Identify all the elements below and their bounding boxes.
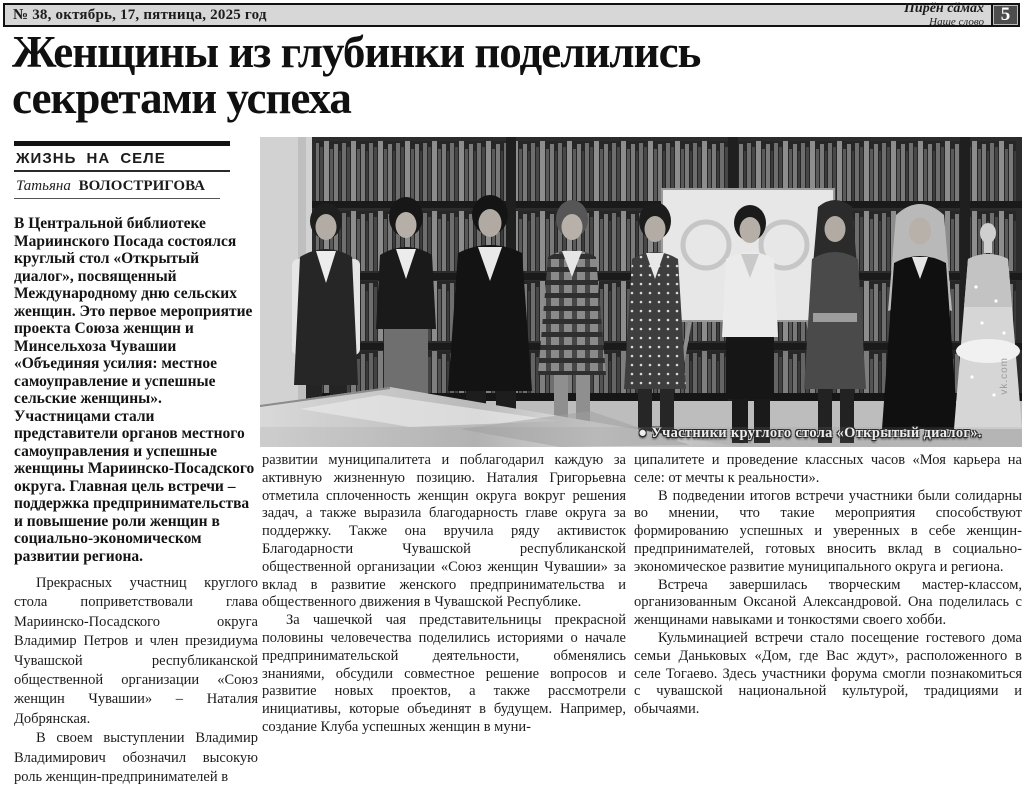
- page-header: [3, 3, 1020, 27]
- masthead: [904, 2, 991, 28]
- paragraph: Встреча завершилась творческим мастер-классом, организованным Оксаной Александровой. Она поделилась с женщинами навыками и тонкостями своего хобби.: [634, 576, 1022, 629]
- middle-column-text: [262, 452, 626, 737]
- lead-paragraphs: [14, 215, 258, 565]
- left-column: [14, 141, 258, 787]
- photo-watermark: vk.com: [999, 357, 1010, 395]
- page-number: 5: [991, 5, 1018, 25]
- author-first-name: Татьяна: [16, 178, 71, 194]
- paragraph: В подведении итогов встречи участники были солидарны во мнении, что такие мероприятия способствуют формированию успешных и уверенных в себе женщин-предпринимателей, готовых вносить вклад в социально-экономическое развитие муниципального округа и региона.: [634, 487, 1022, 575]
- section-label: ЖИЗНЬ НА СЕЛЕ: [14, 146, 230, 172]
- paragraph: В своем выступлении Владимир Владимирович обозначил высокую роль женщин-предпринимателей в: [14, 730, 258, 786]
- issue-info: № 38, октябрь, 17, пятница, 2025 год: [13, 6, 267, 23]
- masthead-subtitle: Наше слово: [929, 16, 984, 28]
- left-column-text: [14, 574, 258, 787]
- right-column-text: [634, 452, 1022, 719]
- photo-illustration: [260, 137, 1022, 447]
- article-photo: [260, 137, 1022, 447]
- paragraph: За чашечкой чая представительницы прекрасной половины человечества поделились историями о начале предпринимательской деятельности, обменялись знаниями, обсудили совместное решение вопросов и развитие новых проектов, а также рассмотрели инициативы, которые объединят в будущем. Например, создание Клуба успешных женщин в муни-: [262, 612, 626, 735]
- paragraph: ципалитете и проведение классных часов «Моя карьера на селе: от мечты к реальности».: [634, 452, 1022, 486]
- byline: [14, 173, 220, 199]
- paragraph: Кульминацией встречи стало посещение гостевого дома семьи Даньковых «Дом, где Вас ждут», расположенного в селе Тогаево. Здесь участники форума смогли познакомиться с чувашской национальной культурой, традициями и обычаями.: [634, 629, 1022, 718]
- paragraph: Прекрасных участниц круглого стола поприветствовали глава Мариинско-Посадского округа Владимир Петров и член президиума Чувашской республиканской общественной организации «Союз женщин Чувашии» – Наталия Добрянская.: [14, 575, 258, 727]
- article-headline: Женщины из глубинки поделились секретами успеха: [12, 27, 701, 123]
- masthead-title: Пирĕн сăмах: [904, 1, 984, 16]
- author-last-name: ВОЛОСТРИГОВА: [78, 178, 205, 194]
- paragraph: В Центральной библиотеке Мариинского Посада состоялся круглый стол «Открытый диалог», посвященный Международному дню сельских женщин. Это первое мероприятие проекта Союза женщин и Минсельхоза Чувашии «Объединяя усилия: местное самоуправление и успешные сельские женщины». Участницами стали представители органов местного самоуправления и успешные женщины Мариинско-Посадского округа. Главная цель встречи – поддержка предпринимательства и повышение роли женщин в социально-экономическом развитии региона.: [14, 215, 255, 565]
- photo-caption: ● Участники круглого стола «Открытый диалог».: [638, 425, 982, 441]
- paragraph: развитии муниципалитета и поблагодарил каждую за активную жизненную позицию. Наталия Григорьевна отметила сплоченность женщин округа вокруг решения задач, а также выразила благодарность главе округа за поддержку. Также она вручила ряду активисток Благодарности Чувашской республиканской общественной организации «Союз женщин Чувашии» за вклад в развитие женского предпринимательства и общественного движения в Чувашской Республике.: [262, 452, 626, 611]
